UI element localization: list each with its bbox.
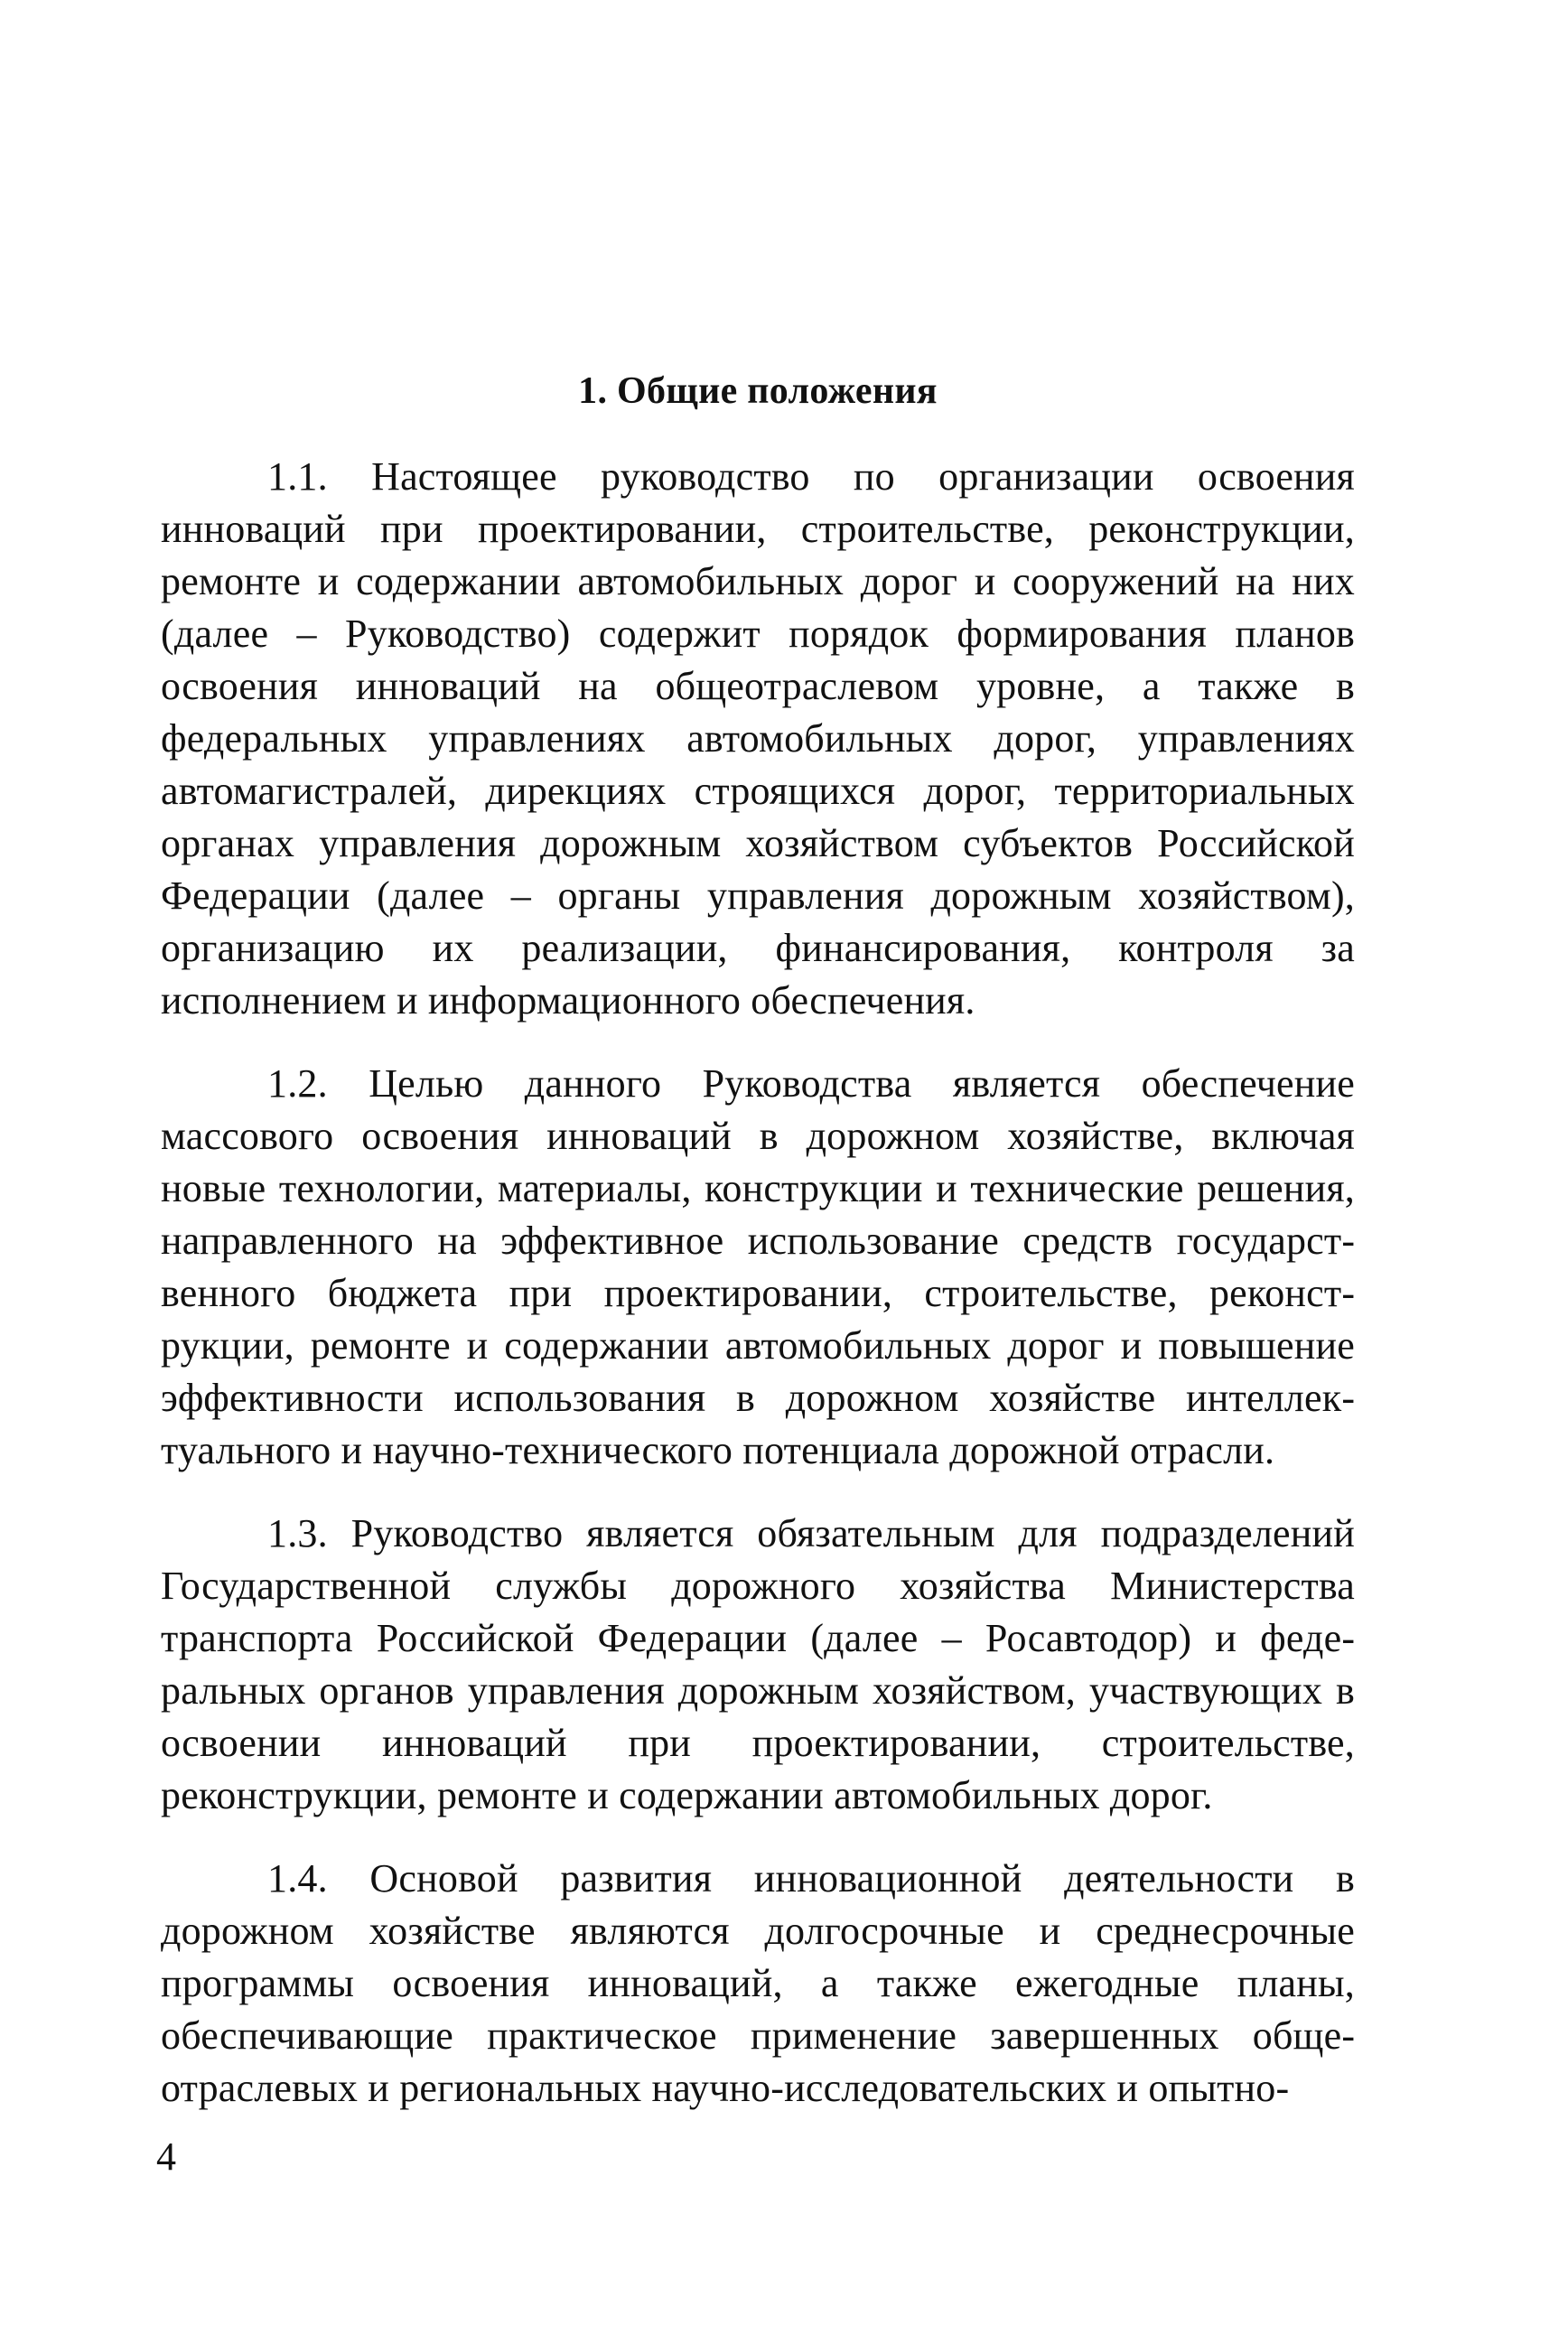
page-content (161, 366, 1355, 2115)
section-heading: 1. Общие положения (578, 370, 938, 412)
page-number: 4 (156, 2134, 176, 2179)
paragraph-1-1: 1.1. Настоящее руководство по организации освоения инноваций при проектировании, строительстве, реконструкции, ремонте и содержании автомобильных дорог и сооружений на них (далее – Руководство) содержит порядок формирования планов освоения инноваций на общеотраслевом уровне, а также в федеральных управлениях автомобильных дорог, управлениях автомагистралей, дирекциях строящихся дорог, территориальных органах управления дорожным хозяйством субъектов Российской Федерации (далее – органы управления дорожным хозяйством), организацию их реализации, финансирования, контроля за исполнением и информационного обеспечения. (161, 454, 1355, 1023)
paragraph-1-3: 1.3. Руководство является обязательным для подразделений Государственной службы дорожного хозяйства Министерства транспорта Российской Федерации (далее – Росавтодор) и федеральных органов управления дорожным хозяйством, участвующих в освоении инноваций при проектировании, строительстве, реконструкции, ремонте и содержании автомобильных дорог. (161, 1511, 1355, 1817)
paragraph-1-4: 1.4. Основой развития инновационной деятельности в дорожном хозяйстве являются долгосрочные и среднесрочные программы освоения инноваций, а также ежегодные планы, обеспечивающие практическое применение завершенных общеотраслевых и региональных научно-исследовательских и опытно- (161, 1856, 1355, 2110)
paragraph-1-2: 1.2. Целью данного Руководства является обеспечение массового освоения инноваций в дорожном хозяйстве, включая новые технологии, материалы, конструкции и технические решения, направленного на эффективное использование средств государственного бюджета при проектировании, строительстве, реконструкции, ремонте и содержании автомобильных дорог и повышение эффективности использования в дорожном хозяйстве интеллектуального и научно-технического потенциала дорожной отрасли. (161, 1061, 1355, 1472)
